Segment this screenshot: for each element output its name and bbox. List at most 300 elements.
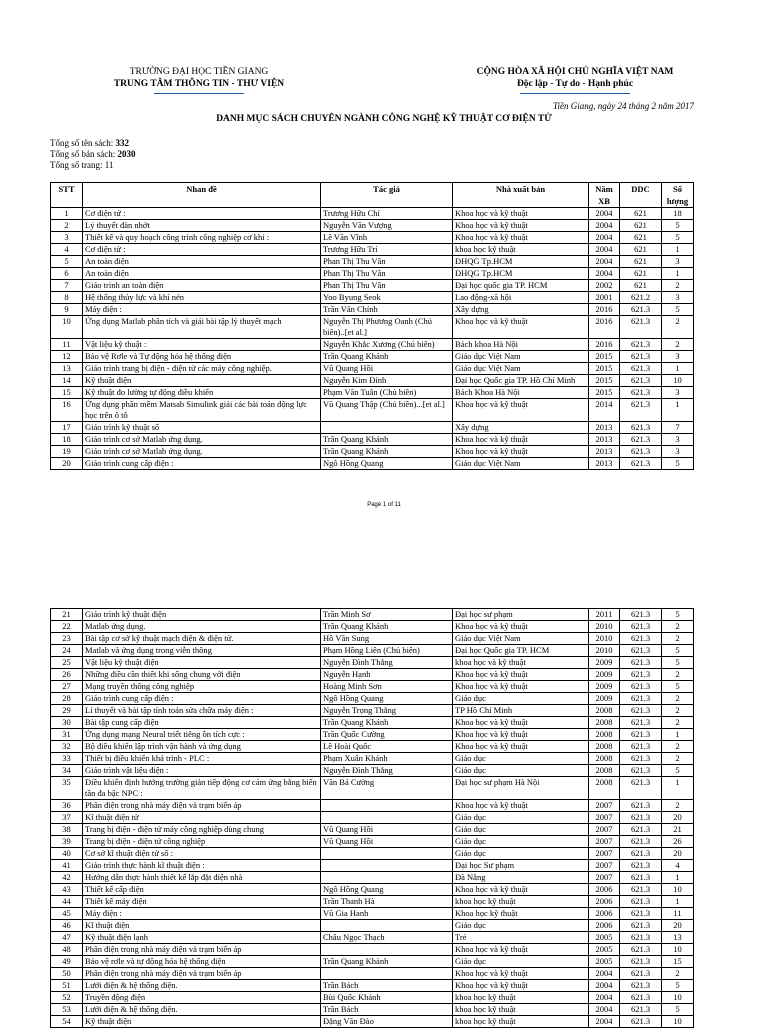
cell-author: Vũ Quang Hồi bbox=[321, 824, 453, 836]
table-row bbox=[51, 848, 694, 860]
cell-year: 2007 bbox=[589, 800, 620, 812]
cell-author: Ngô Hồng Quang bbox=[321, 884, 453, 896]
cell-ddc: 621.3 bbox=[620, 458, 662, 470]
cell-title: Giáo trình cung cấp điện : bbox=[83, 693, 321, 705]
cell-author: Bùi Quốc Khánh bbox=[321, 992, 453, 1004]
cell-title: Kỹ thuật điện lạnh bbox=[83, 932, 321, 944]
cell-stt: 5 bbox=[51, 256, 83, 268]
cell-author: Nguyễn Khắc Xương (Chủ biên) bbox=[321, 339, 453, 351]
cell-title: Thiết kế máy điện bbox=[83, 896, 321, 908]
cell-publisher: Giáo dục Việt Nam bbox=[453, 458, 589, 470]
university-name: TRƯỜNG ĐẠI HỌC TIỀN GIANG bbox=[129, 67, 269, 77]
cell-stt: 31 bbox=[51, 729, 83, 741]
cell-ddc: 621.3 bbox=[620, 669, 662, 681]
cell-qty: 1 bbox=[662, 363, 694, 375]
table-row bbox=[51, 944, 694, 956]
cell-author: Nguyễn Văn Vượng bbox=[321, 220, 453, 232]
cell-qty: 18 bbox=[662, 208, 694, 220]
cell-stt: 25 bbox=[51, 657, 83, 669]
cell-title: Kĩ thuật điện bbox=[83, 920, 321, 932]
cell-publisher: Khoa học và kỹ thuật bbox=[453, 729, 589, 741]
cell-publisher: Xây dựng bbox=[453, 422, 589, 434]
catalog-stats bbox=[50, 138, 136, 171]
cell-publisher: TP Hồ Chí Minh bbox=[453, 705, 589, 717]
table-row bbox=[51, 375, 694, 387]
cell-ddc: 621.3 bbox=[620, 1016, 662, 1028]
cell-author: Trương Hữu Chí bbox=[321, 208, 453, 220]
cell-ddc: 621.3 bbox=[620, 399, 662, 422]
table-row bbox=[51, 1004, 694, 1016]
cell-stt: 45 bbox=[51, 908, 83, 920]
cell-author: Nguyễn Trọng Thắng bbox=[321, 705, 453, 717]
cell-title: Giáo trình kỹ thuật điện bbox=[83, 609, 321, 621]
cell-qty: 5 bbox=[662, 220, 694, 232]
cell-year: 2008 bbox=[589, 729, 620, 741]
cell-stt: 40 bbox=[51, 848, 83, 860]
cell-year: 2001 bbox=[589, 292, 620, 304]
cell-author bbox=[321, 920, 453, 932]
header-rule-left bbox=[154, 93, 244, 94]
country-name: CỘNG HÒA XÃ HỘI CHỦ NGHĨA VIỆT NAM bbox=[476, 67, 674, 77]
cell-year: 2005 bbox=[589, 944, 620, 956]
cell-stt: 16 bbox=[51, 399, 83, 422]
cell-qty: 1 bbox=[662, 896, 694, 908]
cell-author: Nguyễn Hạnh bbox=[321, 669, 453, 681]
cell-title: Hệ thống thủy lực và khí nén bbox=[83, 292, 321, 304]
cell-qty: 20 bbox=[662, 920, 694, 932]
cell-author: Phan Thị Thu Vân bbox=[321, 256, 453, 268]
col-stt: STT bbox=[51, 183, 83, 208]
cell-ddc: 621.3 bbox=[620, 777, 662, 800]
cell-publisher: Giáo dục Việt Nam bbox=[453, 633, 589, 645]
table-row bbox=[51, 753, 694, 765]
cell-title: Máy điện : bbox=[83, 908, 321, 920]
cell-ddc: 621.3 bbox=[620, 705, 662, 717]
cell-ddc: 621.3 bbox=[620, 836, 662, 848]
cell-stt: 36 bbox=[51, 800, 83, 812]
total-titles: Tổng số tên sách: 332 bbox=[50, 138, 129, 148]
total-pages: Tổng số trang: 11 bbox=[50, 160, 114, 170]
col-author: Tác giả bbox=[321, 183, 453, 208]
cell-qty: 2 bbox=[662, 633, 694, 645]
cell-author: Vũ Quang Thập (Chủ biên)...[et al.] bbox=[321, 399, 453, 422]
cell-year: 2013 bbox=[589, 434, 620, 446]
cell-qty: 3 bbox=[662, 256, 694, 268]
cell-publisher: Giáo dục bbox=[453, 956, 589, 968]
cell-publisher: Giáo dục bbox=[453, 836, 589, 848]
cell-author: Trần Minh Sơ bbox=[321, 609, 453, 621]
cell-ddc: 621.3 bbox=[620, 339, 662, 351]
col-ddc: DDC bbox=[620, 183, 662, 208]
cell-stt: 3 bbox=[51, 232, 83, 244]
cell-stt: 33 bbox=[51, 753, 83, 765]
cell-title: Cơ điện tử : bbox=[83, 244, 321, 256]
date-line: Tiền Giang, ngày 24 tháng 2 năm 2017 bbox=[553, 101, 694, 111]
table-row bbox=[51, 968, 694, 980]
cell-year: 2008 bbox=[589, 765, 620, 777]
cell-title: Những điều cần thiết khi sống chung với điện bbox=[83, 669, 321, 681]
cell-ddc: 621.3 bbox=[620, 753, 662, 765]
cell-author: Trương Hữu Trí bbox=[321, 244, 453, 256]
table-row bbox=[51, 657, 694, 669]
cell-publisher: Khoa học và kỹ thuật bbox=[453, 621, 589, 633]
cell-title: Giáo trình cơ sở Matlab ứng dụng. bbox=[83, 446, 321, 458]
cell-qty: 2 bbox=[662, 621, 694, 633]
book-table-page-1 bbox=[50, 182, 694, 470]
cell-ddc: 621.3 bbox=[620, 908, 662, 920]
cell-stt: 49 bbox=[51, 956, 83, 968]
cell-title: An toàn điện bbox=[83, 268, 321, 280]
table-row bbox=[51, 693, 694, 705]
cell-qty: 1 bbox=[662, 399, 694, 422]
cell-publisher: Giáo dục bbox=[453, 920, 589, 932]
cell-author bbox=[321, 812, 453, 824]
cell-qty: 1 bbox=[662, 729, 694, 741]
cell-title: Thiết bị điều khiển khả trình - PLC : bbox=[83, 753, 321, 765]
cell-publisher: Giáo dục bbox=[453, 765, 589, 777]
cell-ddc: 621 bbox=[620, 280, 662, 292]
cell-title: Lưới điện & hệ thống điện. bbox=[83, 980, 321, 992]
cell-qty: 7 bbox=[662, 422, 694, 434]
table-row bbox=[51, 304, 694, 316]
cell-year: 2015 bbox=[589, 363, 620, 375]
cell-year: 2006 bbox=[589, 884, 620, 896]
cell-year: 2010 bbox=[589, 633, 620, 645]
table-row bbox=[51, 729, 694, 741]
cell-title: Ứng dụng phần mềm Matsab Simulink giải các bài toán động lực học trên ô tô bbox=[83, 399, 321, 422]
total-copies: Tổng số bản sách: 2030 bbox=[50, 149, 136, 159]
cell-publisher: Khoa học và kỹ thuật bbox=[453, 800, 589, 812]
cell-qty: 3 bbox=[662, 387, 694, 399]
cell-stt: 7 bbox=[51, 280, 83, 292]
cell-qty: 10 bbox=[662, 944, 694, 956]
cell-publisher: khoa học kỹ thuật bbox=[453, 1016, 589, 1028]
table-row bbox=[51, 621, 694, 633]
cell-qty: 5 bbox=[662, 304, 694, 316]
cell-author: Vũ Quang Hồi bbox=[321, 363, 453, 375]
table-row bbox=[51, 812, 694, 824]
cell-ddc: 621.3 bbox=[620, 812, 662, 824]
cell-title: Giáo trình vật liệu điện : bbox=[83, 765, 321, 777]
cell-publisher: Giáo dục bbox=[453, 848, 589, 860]
cell-ddc: 621.3 bbox=[620, 944, 662, 956]
cell-author: Nguyễn Đình Thắng bbox=[321, 765, 453, 777]
cell-year: 2008 bbox=[589, 717, 620, 729]
cell-year: 2009 bbox=[589, 657, 620, 669]
cell-ddc: 621.3 bbox=[620, 681, 662, 693]
cell-year: 2007 bbox=[589, 860, 620, 872]
table-body bbox=[51, 609, 694, 1028]
cell-qty: 3 bbox=[662, 292, 694, 304]
cell-author: Phan Thị Thu Vân bbox=[321, 268, 453, 280]
cell-year: 2016 bbox=[589, 304, 620, 316]
table-row bbox=[51, 1016, 694, 1028]
cell-year: 2005 bbox=[589, 932, 620, 944]
cell-publisher: Khoa học và kỹ thuật bbox=[453, 944, 589, 956]
cell-publisher: Giáo dục Việt Nam bbox=[453, 351, 589, 363]
cell-qty: 2 bbox=[662, 800, 694, 812]
cell-ddc: 621.3 bbox=[620, 1004, 662, 1016]
cell-title: Vật liệu kỹ thuật : bbox=[83, 339, 321, 351]
cell-author: Trần Quang Khánh bbox=[321, 621, 453, 633]
cell-stt: 26 bbox=[51, 669, 83, 681]
cell-publisher: Khoa học và kỹ thuật bbox=[453, 232, 589, 244]
table-row bbox=[51, 208, 694, 220]
cell-year: 2011 bbox=[589, 609, 620, 621]
cell-stt: 51 bbox=[51, 980, 83, 992]
cell-title: Kỹ thuật điện bbox=[83, 375, 321, 387]
col-qty: Số lượng bbox=[662, 183, 694, 208]
table-row bbox=[51, 777, 694, 800]
cell-ddc: 621.3 bbox=[620, 375, 662, 387]
cell-title: Mạng truyền thông công nghiệp bbox=[83, 681, 321, 693]
cell-author: Trần Văn Chính bbox=[321, 304, 453, 316]
cell-author bbox=[321, 860, 453, 872]
cell-title: Ứng dụng Matlab phân tích và giải bài tập lý thuyết mạch bbox=[83, 316, 321, 339]
cell-year: 2009 bbox=[589, 669, 620, 681]
cell-author: Văn Bá Cường bbox=[321, 777, 453, 800]
cell-stt: 15 bbox=[51, 387, 83, 399]
cell-year: 2015 bbox=[589, 387, 620, 399]
cell-title: Giáo trình kỹ thuật số bbox=[83, 422, 321, 434]
table-row bbox=[51, 609, 694, 621]
cell-ddc: 621 bbox=[620, 244, 662, 256]
cell-qty: 2 bbox=[662, 753, 694, 765]
cell-ddc: 621.3 bbox=[620, 633, 662, 645]
cell-ddc: 621.3 bbox=[620, 422, 662, 434]
table-row bbox=[51, 645, 694, 657]
cell-ddc: 621 bbox=[620, 220, 662, 232]
table-row bbox=[51, 244, 694, 256]
cell-publisher: khoa học kỹ thuật bbox=[453, 896, 589, 908]
cell-author: Lê Hoài Quốc bbox=[321, 741, 453, 753]
cell-year: 2004 bbox=[589, 968, 620, 980]
cell-publisher: Bách khoa Hà Nội bbox=[453, 339, 589, 351]
cell-publisher: Khoa học và kỹ thuật bbox=[453, 399, 589, 422]
cell-ddc: 621.3 bbox=[620, 872, 662, 884]
cell-qty: 2 bbox=[662, 316, 694, 339]
cell-ddc: 621.3 bbox=[620, 446, 662, 458]
cell-year: 2016 bbox=[589, 316, 620, 339]
table-row bbox=[51, 741, 694, 753]
cell-author: Trần Quang Khánh bbox=[321, 351, 453, 363]
cell-publisher: khoa học kỹ thuật bbox=[453, 244, 589, 256]
cell-author: Trần Bách bbox=[321, 980, 453, 992]
cell-publisher: Khoa học và kỹ thuật bbox=[453, 446, 589, 458]
cell-qty: 5 bbox=[662, 765, 694, 777]
cell-title: Hướng dẫn thực hành thiết kế lắp đặt điện nhà bbox=[83, 872, 321, 884]
cell-stt: 42 bbox=[51, 872, 83, 884]
motto: Độc lập - Tự do - Hạnh phúc bbox=[516, 79, 634, 89]
table-body bbox=[51, 208, 694, 470]
cell-ddc: 621.3 bbox=[620, 693, 662, 705]
cell-ddc: 621.3 bbox=[620, 609, 662, 621]
cell-qty: 1 bbox=[662, 777, 694, 800]
table-row bbox=[51, 884, 694, 896]
cell-qty: 4 bbox=[662, 860, 694, 872]
table-row bbox=[51, 422, 694, 434]
cell-ddc: 621.3 bbox=[620, 980, 662, 992]
cell-ddc: 621.3 bbox=[620, 800, 662, 812]
cell-title: Lí thuyết và bài tập tính toán sửa chữa máy điện : bbox=[83, 705, 321, 717]
cell-publisher: Giáo dục bbox=[453, 812, 589, 824]
col-year: Năm XB bbox=[589, 183, 620, 208]
cell-qty: 13 bbox=[662, 932, 694, 944]
cell-year: 2008 bbox=[589, 777, 620, 800]
cell-year: 2004 bbox=[589, 1016, 620, 1028]
cell-title: Phân điện trong nhà máy điện và trạm biến áp bbox=[83, 944, 321, 956]
cell-qty: 5 bbox=[662, 232, 694, 244]
cell-stt: 11 bbox=[51, 339, 83, 351]
cell-ddc: 621.3 bbox=[620, 741, 662, 753]
table-row bbox=[51, 980, 694, 992]
cell-ddc: 621 bbox=[620, 232, 662, 244]
cell-year: 2014 bbox=[589, 399, 620, 422]
cell-stt: 14 bbox=[51, 375, 83, 387]
cell-title: Vật liệu kỹ thuật điện bbox=[83, 657, 321, 669]
cell-stt: 48 bbox=[51, 944, 83, 956]
table-row bbox=[51, 765, 694, 777]
cell-ddc: 621.3 bbox=[620, 316, 662, 339]
cell-ddc: 621.3 bbox=[620, 351, 662, 363]
cell-publisher: Khoa học và kỹ thuật bbox=[453, 968, 589, 980]
table-row bbox=[51, 268, 694, 280]
institution-header bbox=[88, 66, 310, 94]
cell-title: Giáo trình cơ sở Matlab ứng dụng. bbox=[83, 434, 321, 446]
cell-publisher: Khoa học và kỹ thuật bbox=[453, 208, 589, 220]
cell-qty: 2 bbox=[662, 339, 694, 351]
cell-qty: 15 bbox=[662, 956, 694, 968]
cell-year: 2008 bbox=[589, 705, 620, 717]
cell-year: 2016 bbox=[589, 339, 620, 351]
table-row bbox=[51, 824, 694, 836]
cell-author bbox=[321, 944, 453, 956]
cell-stt: 50 bbox=[51, 968, 83, 980]
cell-qty: 10 bbox=[662, 884, 694, 896]
cell-publisher: Đại học Sư phạm bbox=[453, 860, 589, 872]
cell-stt: 8 bbox=[51, 292, 83, 304]
cell-ddc: 621 bbox=[620, 256, 662, 268]
cell-year: 2013 bbox=[589, 422, 620, 434]
cell-author: Châu Ngọc Thạch bbox=[321, 932, 453, 944]
cell-stt: 22 bbox=[51, 621, 83, 633]
cell-stt: 9 bbox=[51, 304, 83, 316]
cell-title: Cơ sở kĩ thuật điện tử số : bbox=[83, 848, 321, 860]
cell-title: Điều khiển định hướng trường giản tiếp động cơ cảm ứng bằng biến tần đa bậc NPC : bbox=[83, 777, 321, 800]
table-row bbox=[51, 292, 694, 304]
table-row bbox=[51, 316, 694, 339]
cell-publisher: Khoa học kỹ thuật bbox=[453, 908, 589, 920]
cell-author: Trần Quốc Cường bbox=[321, 729, 453, 741]
cell-author: Nguyễn Thị Phương Oanh (Chủ biên)..[et al.] bbox=[321, 316, 453, 339]
cell-title: Thiết kế cấp điện bbox=[83, 884, 321, 896]
cell-year: 2005 bbox=[589, 956, 620, 968]
page-number: Page 1 of 11 bbox=[367, 502, 401, 508]
cell-qty: 2 bbox=[662, 705, 694, 717]
table-row bbox=[51, 399, 694, 422]
cell-stt: 1 bbox=[51, 208, 83, 220]
table-row bbox=[51, 446, 694, 458]
table-row bbox=[51, 232, 694, 244]
cell-year: 2008 bbox=[589, 753, 620, 765]
table-row bbox=[51, 908, 694, 920]
cell-year: 2002 bbox=[589, 280, 620, 292]
cell-title: Giáo trình cung cấp điện : bbox=[83, 458, 321, 470]
cell-author: Yoo Byung Seok bbox=[321, 292, 453, 304]
cell-stt: 20 bbox=[51, 458, 83, 470]
cell-stt: 47 bbox=[51, 932, 83, 944]
table-row bbox=[51, 280, 694, 292]
cell-qty: 3 bbox=[662, 446, 694, 458]
header-rule-right bbox=[520, 93, 630, 94]
catalog-page-1 bbox=[0, 0, 768, 512]
cell-year: 2004 bbox=[589, 220, 620, 232]
cell-title: An toàn điện bbox=[83, 256, 321, 268]
table-row bbox=[51, 256, 694, 268]
cell-ddc: 621.3 bbox=[620, 657, 662, 669]
cell-title: Lưới điện & hệ thống điện. bbox=[83, 1004, 321, 1016]
cell-ddc: 621.3 bbox=[620, 896, 662, 908]
cell-ddc: 621.3 bbox=[620, 765, 662, 777]
cell-year: 2004 bbox=[589, 232, 620, 244]
cell-qty: 2 bbox=[662, 669, 694, 681]
cell-publisher: Giáo dục bbox=[453, 753, 589, 765]
cell-stt: 6 bbox=[51, 268, 83, 280]
cell-title: Bảo vệ Rơle và Tự động hóa hệ thống điện bbox=[83, 351, 321, 363]
cell-title: Phân điện trong nhà máy điện và trạm biến áp bbox=[83, 800, 321, 812]
cell-year: 2009 bbox=[589, 681, 620, 693]
table-row bbox=[51, 669, 694, 681]
cell-ddc: 621.3 bbox=[620, 956, 662, 968]
cell-ddc: 621.3 bbox=[620, 621, 662, 633]
cell-title: Máy điện : bbox=[83, 304, 321, 316]
cell-ddc: 621.3 bbox=[620, 717, 662, 729]
cell-title: Trang bị điện - điện tử máy công nghiệp dùng chung bbox=[83, 824, 321, 836]
cell-year: 2007 bbox=[589, 812, 620, 824]
cell-qty: 1 bbox=[662, 244, 694, 256]
cell-author: Phạm Xuân Khánh bbox=[321, 753, 453, 765]
table-row bbox=[51, 434, 694, 446]
cell-stt: 12 bbox=[51, 351, 83, 363]
cell-qty: 2 bbox=[662, 741, 694, 753]
cell-qty: 5 bbox=[662, 681, 694, 693]
cell-qty: 10 bbox=[662, 992, 694, 1004]
cell-year: 2004 bbox=[589, 268, 620, 280]
cell-publisher: Khoa học và kỹ thuật bbox=[453, 884, 589, 896]
cell-qty: 3 bbox=[662, 351, 694, 363]
cell-qty: 2 bbox=[662, 693, 694, 705]
cell-title: Lý thuyết đàn nhớt bbox=[83, 220, 321, 232]
cell-publisher: Xây dựng bbox=[453, 304, 589, 316]
col-title: Nhan đề bbox=[83, 183, 321, 208]
cell-qty: 1 bbox=[662, 872, 694, 884]
cell-publisher: Giáo dục bbox=[453, 824, 589, 836]
cell-stt: 44 bbox=[51, 896, 83, 908]
cell-ddc: 621 bbox=[620, 208, 662, 220]
cell-year: 2004 bbox=[589, 992, 620, 1004]
cell-stt: 43 bbox=[51, 884, 83, 896]
cell-stt: 23 bbox=[51, 633, 83, 645]
cell-stt: 41 bbox=[51, 860, 83, 872]
cell-title: Bài tập cung cấp điện bbox=[83, 717, 321, 729]
cell-stt: 28 bbox=[51, 693, 83, 705]
table-row bbox=[51, 339, 694, 351]
cell-year: 2007 bbox=[589, 872, 620, 884]
cell-publisher: Đại học sư phạm Hà Nội bbox=[453, 777, 589, 800]
cell-title: Truyền động điện bbox=[83, 992, 321, 1004]
cell-author bbox=[321, 422, 453, 434]
cell-title: Giáo trình an toàn điện bbox=[83, 280, 321, 292]
